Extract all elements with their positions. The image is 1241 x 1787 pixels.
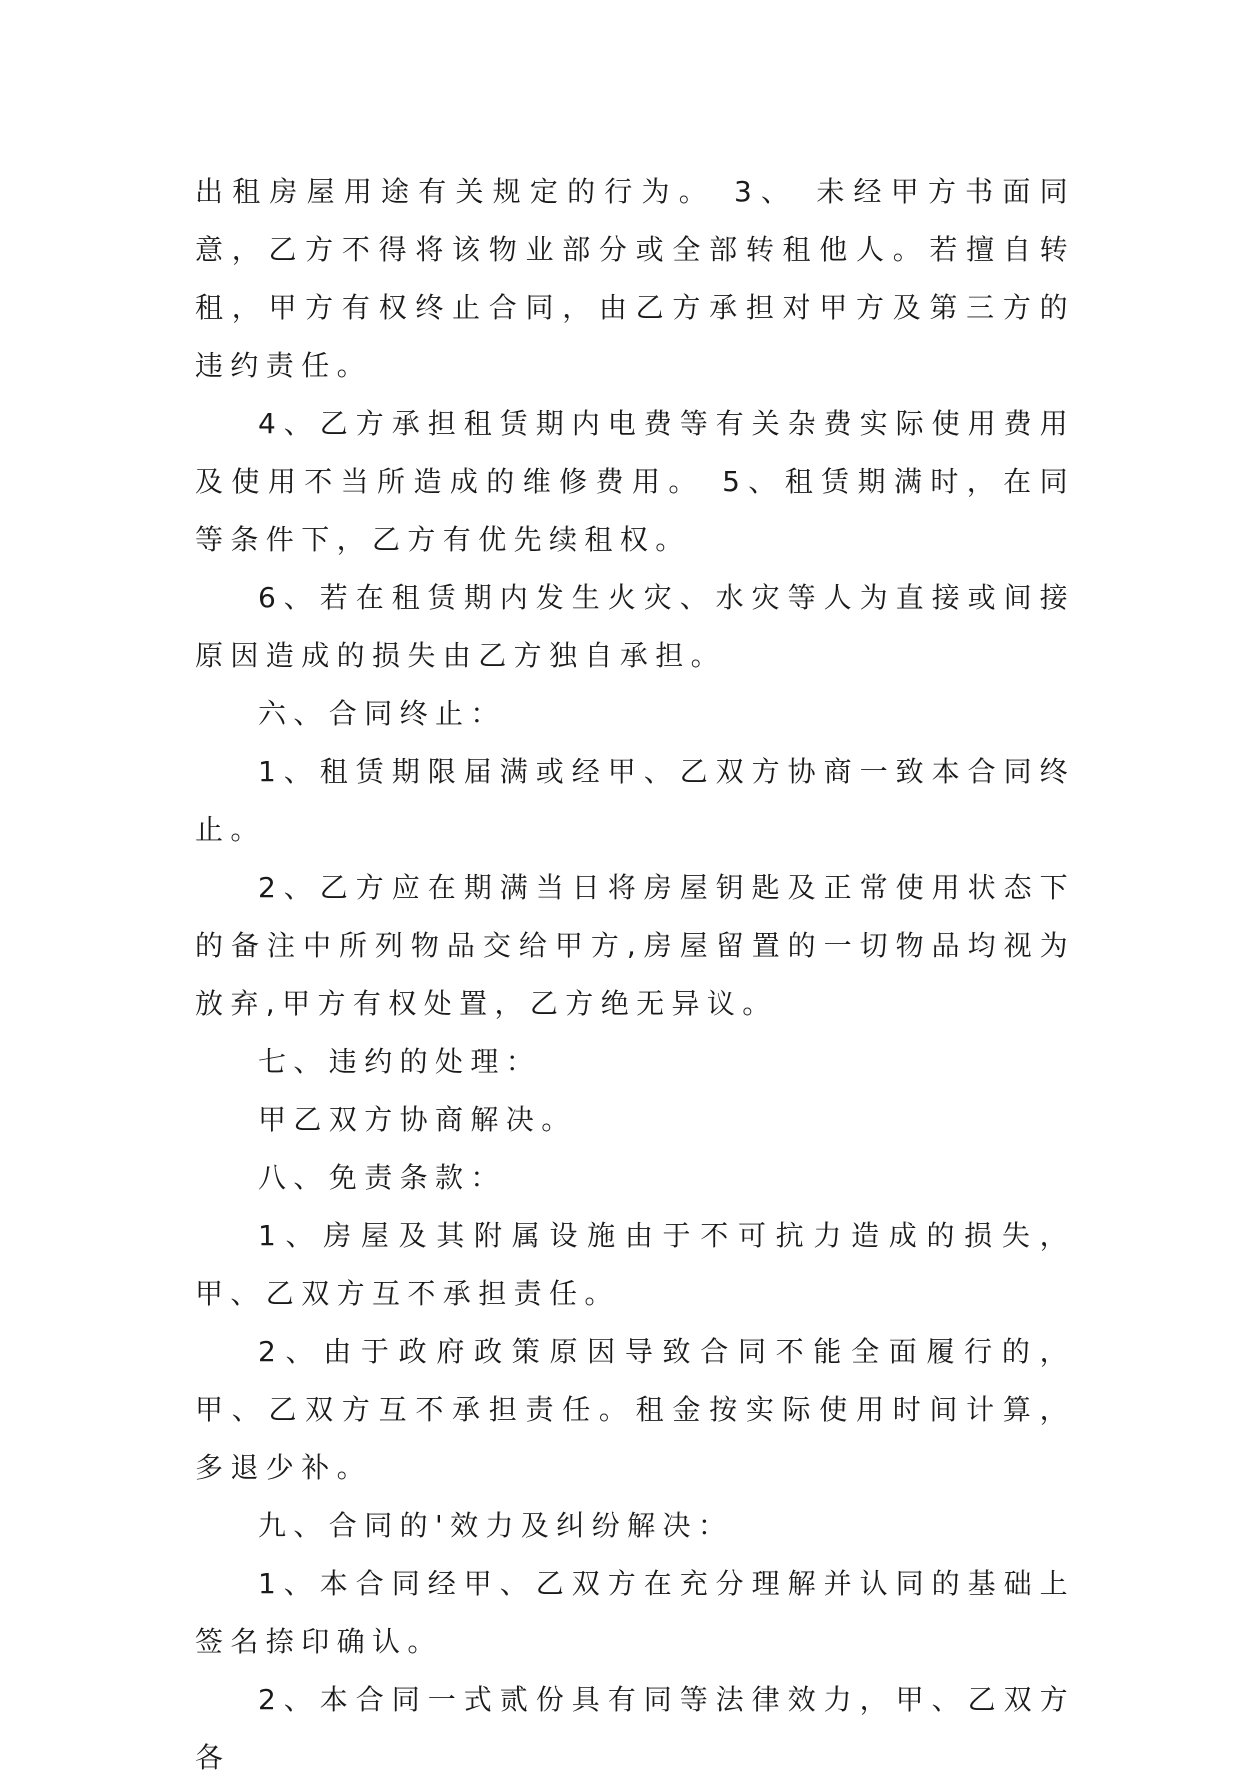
paragraph: 八、免责条款： — [258, 1161, 506, 1194]
paragraph: 出租房屋用途有关规定的行为。 3、 未经甲方书面同意，乙方不得将该物业部分或全部转租他人。若擅自转租，甲方有权终止合同，由乙方承担对甲方及第三方的违约责任。 — [195, 175, 1075, 382]
paragraph: 1、房屋及其附属设施由于不可抗力造成的损失，甲、乙双方互不承担责任。 — [195, 1219, 1075, 1310]
paragraph: 七、违约的处理： — [258, 1045, 542, 1078]
paragraph: 2、由于政府政策原因导致合同不能全面履行的，甲、乙双方互不承担责任。租金按实际使用时间计算，多退少补。 — [195, 1335, 1075, 1484]
document-body — [195, 163, 1075, 1787]
paragraph: 6、若在租赁期内发生火灾、水灾等人为直接或间接原因造成的损失由乙方独自承担。 — [195, 581, 1075, 672]
paragraph: 九、合同的'效力及纠纷解决： — [258, 1509, 734, 1542]
paragraph: 4、乙方承担租赁期内电费等有关杂费实际使用费用及使用不当所造成的维修费用。 5、租赁期满时，在同等条件下，乙方有优先续租权。 — [195, 407, 1075, 556]
paragraph: 1、租赁期限届满或经甲、乙双方协商一致本合同终止。 — [195, 755, 1075, 846]
paragraph: 2、本合同一式贰份具有同等法律效力，甲、乙双方各 — [195, 1683, 1075, 1774]
paragraph: 六、合同终止： — [258, 697, 506, 730]
paragraph: 甲乙双方协商解决。 — [258, 1103, 577, 1136]
paragraph: 2、乙方应在期满当日将房屋钥匙及正常使用状态下的备注中所列物品交给甲方,房屋留置的一切物品均视为放弃,甲方有权处置，乙方绝无异议。 — [195, 871, 1075, 1020]
paragraph: 1、本合同经甲、乙双方在充分理解并认同的基础上签名捺印确认。 — [195, 1567, 1075, 1658]
